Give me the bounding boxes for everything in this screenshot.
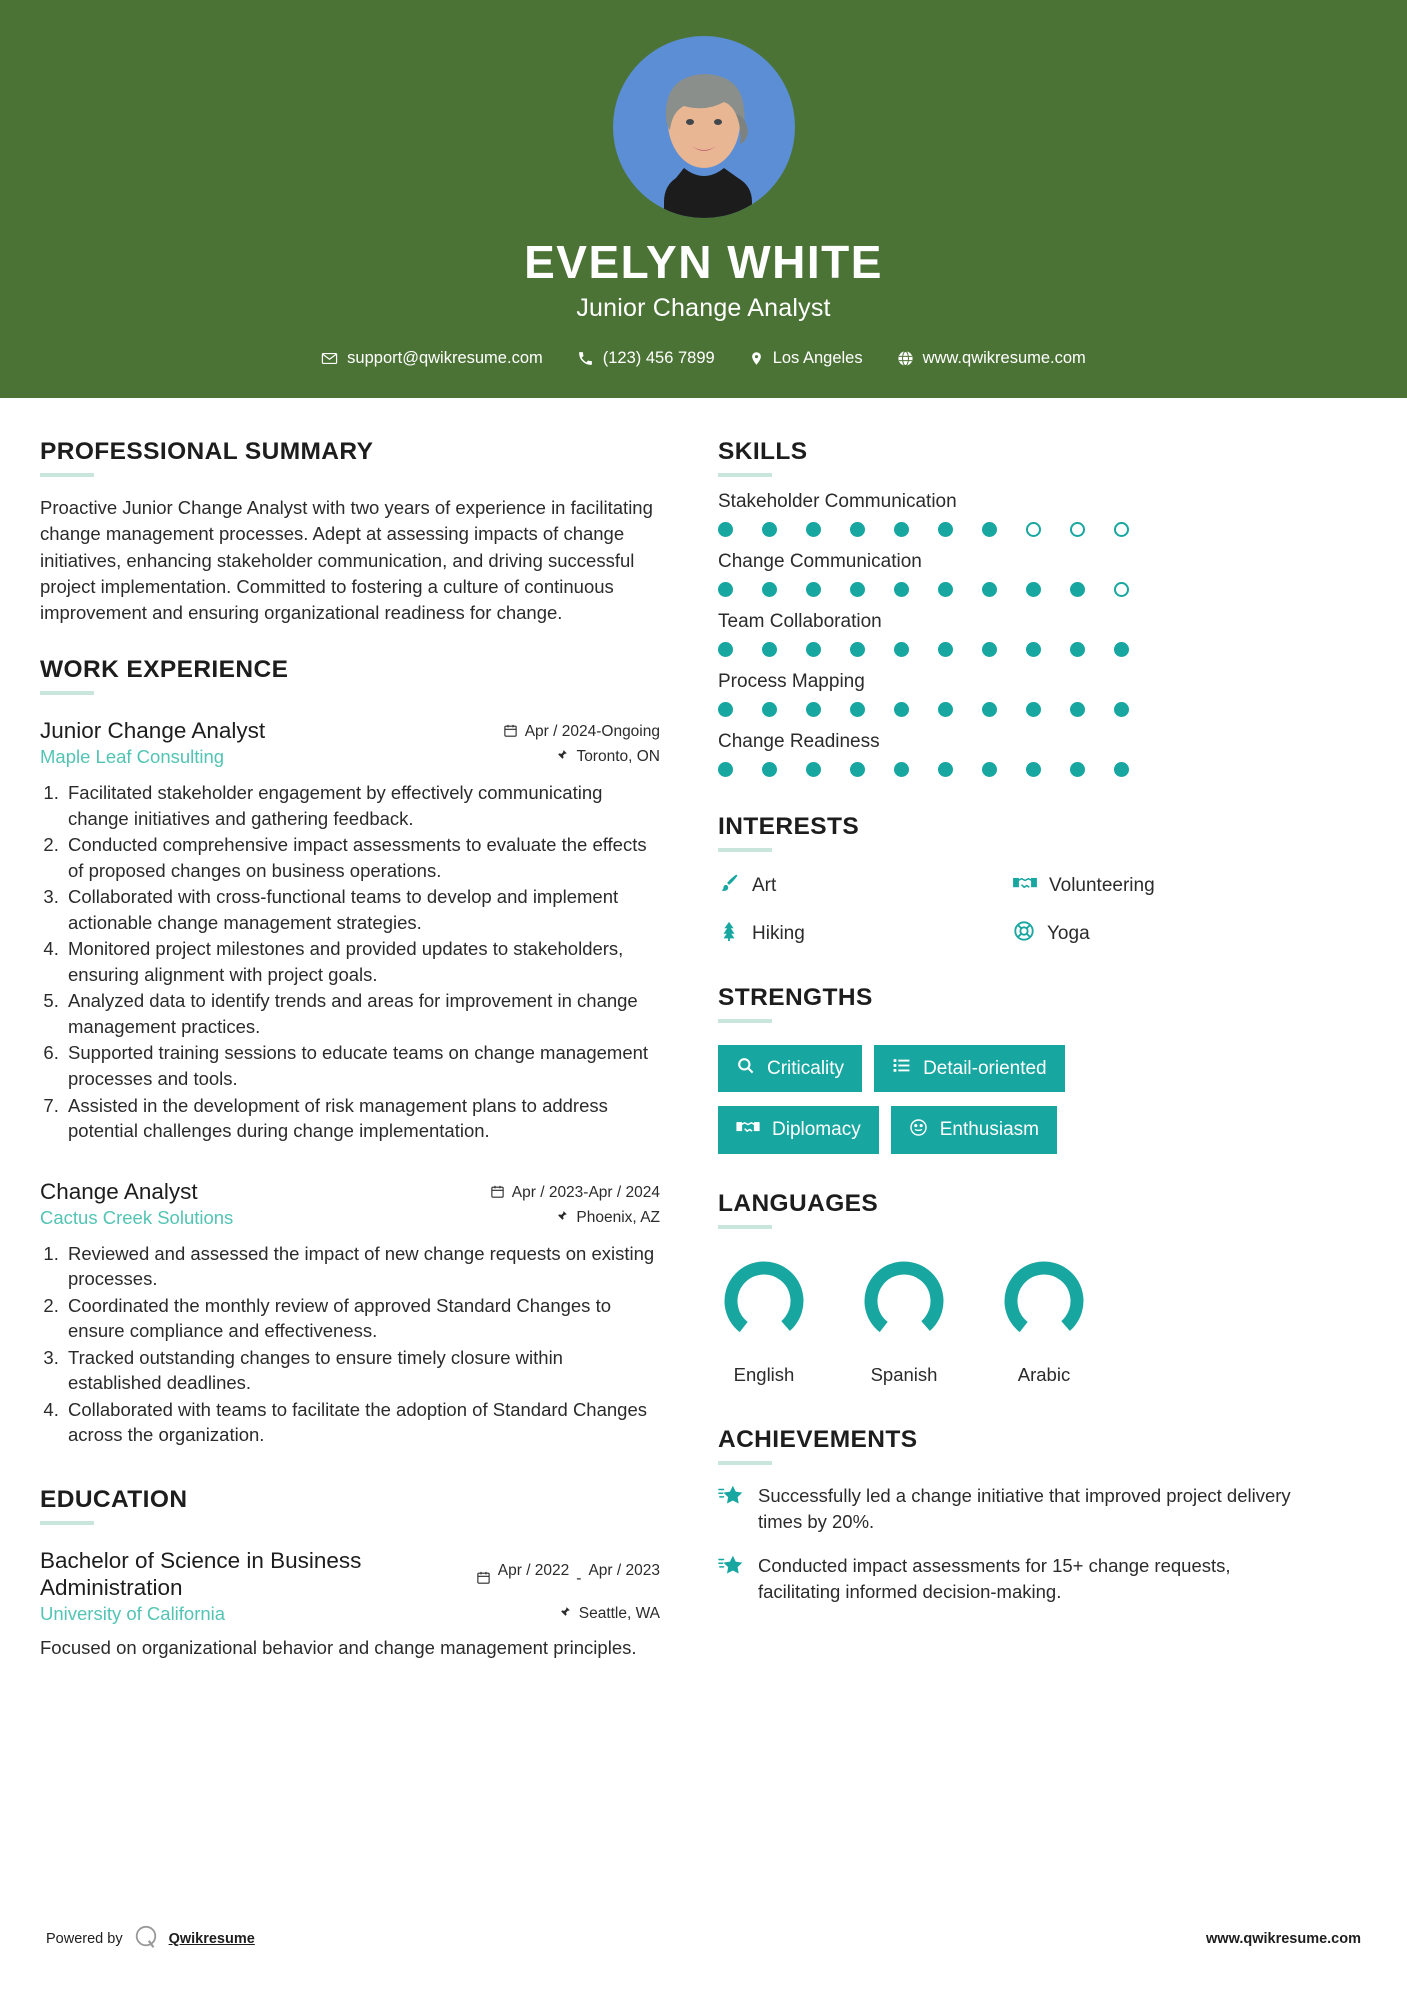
strength-chip-diplomacy bbox=[718, 1106, 879, 1154]
language-item bbox=[858, 1255, 950, 1386]
rating-dot-filled bbox=[718, 582, 733, 597]
work-heading: WORK EXPERIENCE bbox=[40, 656, 289, 684]
skills-list bbox=[718, 491, 1308, 777]
language-progress-ring bbox=[858, 1255, 950, 1347]
rating-dot-filled bbox=[1026, 582, 1041, 597]
education-school: University of California bbox=[40, 1602, 226, 1624]
skill-rating bbox=[718, 522, 1308, 537]
envelope-icon bbox=[321, 350, 338, 367]
lifebuoy-icon bbox=[1013, 920, 1035, 948]
rating-dot-filled bbox=[982, 582, 997, 597]
skill-item bbox=[718, 551, 1308, 597]
bullet-item: 6. Supported training sessions to educate teams on change management processes and tools. bbox=[64, 1040, 660, 1091]
education-heading: EDUCATION bbox=[40, 1485, 188, 1513]
rating-dot-filled bbox=[1114, 642, 1129, 657]
interest-label: Volunteering bbox=[1049, 875, 1155, 896]
bullet-item: 3. Tracked outstanding changes to ensure timely closure within established deadlines. bbox=[64, 1345, 660, 1396]
section-interests bbox=[718, 813, 1308, 948]
rating-dot-filled bbox=[982, 762, 997, 777]
language-item bbox=[718, 1255, 810, 1386]
rating-dot-filled bbox=[938, 642, 953, 657]
job-company: Maple Leaf Consulting bbox=[40, 746, 225, 768]
rating-dot-empty bbox=[1070, 522, 1085, 537]
achievements-heading: ACHIEVEMENTS bbox=[718, 1426, 918, 1453]
contact-email[interactable] bbox=[321, 349, 543, 368]
bullet-item: 1. Facilitated stakeholder engagement by effectively communicating change initiatives and gathering feedback. bbox=[64, 780, 660, 831]
job-meta bbox=[480, 1178, 660, 1204]
bullet-item: 7. Assisted in the development of risk management plans to address potential challenges during change implementation. bbox=[64, 1093, 660, 1144]
section-underline bbox=[718, 473, 772, 477]
avatar bbox=[613, 36, 795, 218]
contact-email-text: support@qwikresume.com bbox=[347, 348, 543, 367]
rating-dot-filled bbox=[806, 522, 821, 537]
strength-label: Enthusiasm bbox=[939, 1119, 1039, 1140]
section-underline bbox=[718, 1461, 772, 1465]
job-position: Change Analyst bbox=[40, 1178, 198, 1204]
rating-dot-filled bbox=[1070, 762, 1085, 777]
section-underline bbox=[40, 473, 94, 477]
candidate-role: Junior Change Analyst bbox=[576, 293, 831, 322]
rating-dot-filled bbox=[1026, 762, 1041, 777]
summary-heading: PROFESSIONAL SUMMARY bbox=[40, 438, 374, 465]
rating-dot-filled bbox=[806, 702, 821, 717]
qwikresume-logo-icon bbox=[133, 1924, 159, 1954]
page-footer bbox=[0, 1924, 1407, 1954]
contact-location bbox=[749, 349, 863, 368]
job-meta bbox=[480, 717, 660, 743]
education-meta bbox=[476, 1547, 660, 1590]
job-position: Junior Change Analyst bbox=[40, 718, 266, 744]
achievement-item bbox=[718, 1553, 1308, 1605]
contact-website-text: www.qwikresume.com bbox=[922, 348, 1086, 367]
strength-chip-criticality bbox=[718, 1045, 862, 1092]
pin-icon bbox=[556, 748, 569, 768]
calendar-icon bbox=[503, 723, 518, 743]
powered-by-label: Powered by bbox=[46, 1931, 123, 1947]
rating-dot-filled bbox=[1070, 702, 1085, 717]
rating-dot-filled bbox=[894, 702, 909, 717]
section-underline bbox=[718, 1019, 772, 1023]
bullet-item: 2. Conducted comprehensive impact assessments to evaluate the effects of proposed changes on business operations. bbox=[64, 832, 660, 883]
bullet-item: 3. Collaborated with cross-functional teams to develop and implement actionable change management strategies. bbox=[64, 884, 660, 935]
job-location bbox=[556, 744, 660, 768]
skill-rating bbox=[718, 582, 1308, 597]
job-date bbox=[480, 1184, 660, 1204]
portrait-photo bbox=[640, 52, 768, 218]
job-date-text: Apr / 2023-Apr / 2024 bbox=[511, 1183, 660, 1201]
section-work-experience bbox=[40, 656, 660, 1447]
rating-dot-filled bbox=[850, 522, 865, 537]
section-strengths bbox=[718, 984, 1308, 1154]
language-label: Arabic bbox=[1017, 1364, 1071, 1385]
bullet-item: 1. Reviewed and assessed the impact of new change requests on existing processes. bbox=[64, 1241, 660, 1292]
location-pin-icon bbox=[749, 350, 764, 367]
job-bullets bbox=[64, 1241, 660, 1448]
rating-dot-filled bbox=[762, 702, 777, 717]
brand-link[interactable]: Qwikresume bbox=[168, 1931, 255, 1947]
rating-dot-filled bbox=[806, 762, 821, 777]
education-description: Focused on organizational behavior and change management principles. bbox=[40, 1636, 637, 1658]
strength-label: Detail-oriented bbox=[923, 1057, 1047, 1079]
left-column bbox=[40, 438, 660, 1667]
section-professional-summary bbox=[40, 438, 660, 626]
education-degree: Bachelor of Science in Business Administration bbox=[40, 1547, 362, 1600]
contact-website[interactable] bbox=[897, 349, 1086, 368]
footer-url[interactable]: www.qwikresume.com bbox=[1206, 1931, 1361, 1947]
rating-dot-filled bbox=[718, 522, 733, 537]
pin-icon bbox=[556, 1209, 569, 1229]
handshake-icon bbox=[1013, 872, 1037, 900]
section-underline bbox=[718, 1225, 772, 1229]
section-achievements bbox=[718, 1426, 1308, 1605]
rating-dot-filled bbox=[894, 522, 909, 537]
achievement-item bbox=[718, 1483, 1308, 1535]
section-underline bbox=[718, 848, 772, 852]
skill-rating bbox=[718, 642, 1308, 657]
contact-bar bbox=[0, 349, 1407, 368]
rating-dot-filled bbox=[938, 582, 953, 597]
rating-dot-filled bbox=[806, 642, 821, 657]
interest-label: Yoga bbox=[1047, 923, 1090, 944]
globe-icon bbox=[897, 350, 914, 367]
skill-item bbox=[718, 671, 1308, 717]
rating-dot-filled bbox=[982, 642, 997, 657]
rating-dot-filled bbox=[850, 582, 865, 597]
languages-heading: LANGUAGES bbox=[718, 1190, 879, 1217]
rating-dot-filled bbox=[1070, 582, 1085, 597]
phone-icon bbox=[577, 350, 594, 367]
skill-item bbox=[718, 731, 1308, 777]
education-entry bbox=[40, 1547, 660, 1661]
rating-dot-filled bbox=[1026, 642, 1041, 657]
interest-label: Art bbox=[752, 875, 777, 896]
calendar-icon bbox=[476, 1561, 491, 1590]
list-icon bbox=[892, 1056, 911, 1081]
smiley-icon bbox=[909, 1118, 928, 1143]
skill-label: Team Collaboration bbox=[718, 611, 882, 632]
language-label: English bbox=[733, 1364, 795, 1385]
resume-body bbox=[0, 398, 1407, 1667]
contact-phone-text: (123) 456 7899 bbox=[602, 348, 715, 367]
job-date-text: Apr / 2024-Ongoing bbox=[524, 723, 660, 741]
rating-dot-filled bbox=[850, 642, 865, 657]
rating-dot-empty bbox=[1114, 582, 1129, 597]
skill-item bbox=[718, 491, 1308, 537]
rating-dot-filled bbox=[1114, 702, 1129, 717]
interest-item bbox=[718, 872, 1013, 900]
job-entry bbox=[40, 1178, 660, 1448]
strength-label: Diplomacy bbox=[772, 1119, 861, 1140]
job-location-text: Phoenix, AZ bbox=[576, 1208, 660, 1226]
achievement-text: Conducted impact assessments for 15+ change requests, facilitating informed decision-making. bbox=[758, 1554, 1231, 1602]
pin-icon bbox=[559, 1605, 572, 1625]
skill-label: Stakeholder Communication bbox=[718, 491, 957, 512]
rating-dot-filled bbox=[762, 522, 777, 537]
rating-dot-filled bbox=[718, 642, 733, 657]
rating-dot-filled bbox=[762, 762, 777, 777]
interest-item bbox=[718, 920, 1013, 948]
candidate-name: EVELYN WHITE bbox=[524, 236, 883, 288]
contact-location-text: Los Angeles bbox=[772, 348, 863, 367]
rating-dot-filled bbox=[806, 582, 821, 597]
rating-dot-filled bbox=[718, 702, 733, 717]
rating-dot-filled bbox=[982, 522, 997, 537]
skill-item bbox=[718, 611, 1308, 657]
star-badge-icon bbox=[718, 1483, 744, 1514]
rating-dot-filled bbox=[1114, 762, 1129, 777]
skill-rating bbox=[718, 702, 1308, 717]
education-dates bbox=[476, 1553, 660, 1590]
rating-dot-empty bbox=[1114, 522, 1129, 537]
interest-item bbox=[1013, 872, 1308, 900]
star-badge-icon bbox=[718, 1553, 744, 1584]
education-location bbox=[559, 1601, 660, 1625]
language-label: Spanish bbox=[870, 1364, 938, 1385]
rating-dot-filled bbox=[894, 762, 909, 777]
search-icon bbox=[736, 1056, 755, 1081]
date-separator: - bbox=[576, 1569, 582, 1587]
tree-icon bbox=[718, 920, 740, 948]
job-entry bbox=[40, 717, 660, 1143]
interests-heading: INTERESTS bbox=[718, 813, 860, 840]
bullet-item: 4. Monitored project milestones and provided updates to stakeholders, ensuring alignment with project goals. bbox=[64, 936, 660, 987]
section-underline bbox=[40, 691, 94, 695]
languages-list bbox=[718, 1255, 1308, 1386]
skill-label: Change Communication bbox=[718, 551, 922, 572]
education-location-text: Seattle, WA bbox=[578, 1604, 660, 1622]
bullet-item: 5. Analyzed data to identify trends and areas for improvement in change management practices. bbox=[64, 988, 660, 1039]
section-underline bbox=[40, 1521, 94, 1525]
education-date-start: Apr / 2022 bbox=[497, 1561, 570, 1579]
rating-dot-empty bbox=[1026, 522, 1041, 537]
section-education bbox=[40, 1486, 660, 1661]
rating-dot-filled bbox=[1026, 702, 1041, 717]
paintbrush-icon bbox=[718, 872, 740, 900]
interest-item bbox=[1013, 920, 1308, 948]
rating-dot-filled bbox=[762, 642, 777, 657]
rating-dot-filled bbox=[894, 642, 909, 657]
summary-text: Proactive Junior Change Analyst with two years of experience in facilitating change management processes. Adept at assessing impacts of change initiatives, enhancing stakeholder communication, and driving successful project implementation. Committed to fostering a culture of continuous improvement and ensuring organizational readiness for change. bbox=[40, 497, 653, 624]
section-skills bbox=[718, 438, 1308, 777]
skill-rating bbox=[718, 762, 1308, 777]
rating-dot-filled bbox=[850, 702, 865, 717]
section-languages bbox=[718, 1190, 1308, 1386]
language-item bbox=[998, 1255, 1090, 1386]
bullet-item: 4. Collaborated with teams to facilitate the adoption of Standard Changes across the organization. bbox=[64, 1397, 660, 1448]
strength-chip-detail-oriented bbox=[874, 1045, 1065, 1092]
strengths-list bbox=[718, 1045, 1118, 1154]
right-column bbox=[688, 438, 1308, 1667]
rating-dot-filled bbox=[938, 762, 953, 777]
job-bullets bbox=[64, 780, 660, 1143]
powered-by bbox=[46, 1924, 255, 1954]
job-company: Cactus Creek Solutions bbox=[40, 1206, 234, 1228]
interest-label: Hiking bbox=[752, 923, 805, 944]
contact-phone[interactable] bbox=[577, 349, 715, 368]
strengths-heading: STRENGTHS bbox=[718, 984, 873, 1011]
rating-dot-filled bbox=[938, 522, 953, 537]
bullet-item: 2. Coordinated the monthly review of approved Standard Changes to ensure compliance and effectiveness. bbox=[64, 1293, 660, 1344]
rating-dot-filled bbox=[982, 702, 997, 717]
strength-chip-enthusiasm bbox=[891, 1106, 1057, 1154]
interests-grid bbox=[718, 872, 1308, 948]
resume-header bbox=[0, 0, 1407, 398]
skills-heading: SKILLS bbox=[718, 438, 808, 465]
calendar-icon bbox=[490, 1184, 505, 1204]
job-location bbox=[556, 1205, 660, 1229]
achievement-text: Successfully led a change initiative that improved project delivery times by 20%. bbox=[758, 1485, 1291, 1532]
job-date bbox=[480, 723, 660, 743]
strength-label: Criticality bbox=[767, 1057, 845, 1079]
education-date-end: Apr / 2023 bbox=[588, 1561, 660, 1579]
job-location-text: Toronto, ON bbox=[576, 748, 660, 766]
rating-dot-filled bbox=[718, 762, 733, 777]
rating-dot-filled bbox=[938, 702, 953, 717]
rating-dot-filled bbox=[762, 582, 777, 597]
rating-dot-filled bbox=[1070, 642, 1085, 657]
language-progress-ring bbox=[718, 1255, 810, 1347]
rating-dot-filled bbox=[850, 762, 865, 777]
language-progress-ring bbox=[998, 1255, 1090, 1347]
rating-dot-filled bbox=[894, 582, 909, 597]
handshake-icon bbox=[736, 1117, 760, 1143]
skill-label: Process Mapping bbox=[718, 671, 865, 692]
skill-label: Change Readiness bbox=[718, 731, 880, 752]
